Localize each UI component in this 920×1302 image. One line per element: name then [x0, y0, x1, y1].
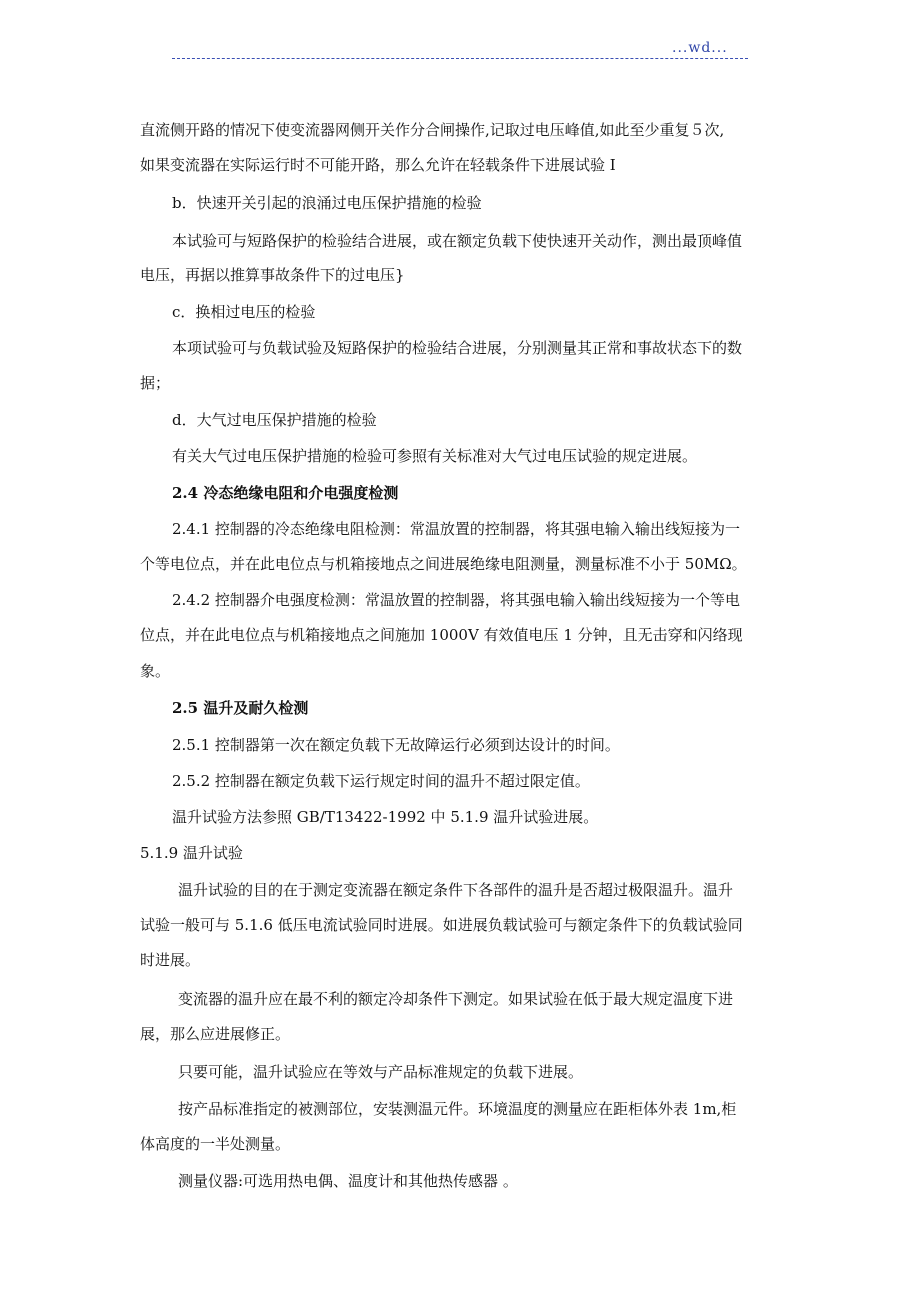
- header-mark: ...wd...: [672, 40, 728, 56]
- text-line: 据；: [140, 374, 171, 392]
- text-line: 直流侧开路的情况下使变流器网侧开关作分合闸操作,记取过电压峰值,如此至少重复５次,: [140, 121, 725, 139]
- text-line: 只要可能，温升试验应在等效与产品标准规定的负载下进展。: [178, 1063, 584, 1081]
- text-line: 2.5.1 控制器第一次在额定负载下无故障运行必须到达设计的时间。: [172, 736, 620, 754]
- header-dashed-line: [172, 58, 748, 59]
- text-line: 温升试验的目的在于测定变流器在额定条件下各部件的温升是否超过极限温升。温升: [178, 881, 734, 899]
- text-line: 象。: [140, 662, 171, 680]
- text-line: 电压，再据以推算事故条件下的过电压}: [140, 266, 405, 284]
- text-line: 如果变流器在实际运行时不可能开路，那么允许在轻载条件下进展试验 I: [140, 156, 616, 174]
- text-line: 有关大气过电压保护措施的检验可参照有关标准对大气过电压试验的规定进展。: [172, 447, 698, 465]
- text-line: 2.4.1 控制器的冷态绝缘电阻检测：常温放置的控制器，将其强电输入输出线短接为一: [172, 520, 740, 538]
- text-line: 本试验可与短路保护的检验结合进展，或在额定负载下使快速开关动作，测出最顶峰值: [172, 232, 743, 250]
- text-line: 5.1.9 温升试验: [140, 844, 243, 862]
- text-line: 温升试验方法参照 GB/T13422-1992 中 5.1.9 温升试验进展。: [172, 808, 599, 826]
- text-line: 本项试验可与负载试验及短路保护的检验结合进展，分别测量其正常和事故状态下的数: [172, 339, 743, 357]
- text-line: 展，那么应进展修正。: [140, 1025, 291, 1043]
- text-line: 2.4.2 控制器介电强度检测：常温放置的控制器，将其强电输入输出线短接为一个等电: [172, 591, 740, 609]
- section-heading: 2.4 冷态绝缘电阻和介电强度检测: [172, 484, 399, 502]
- text-line: 位点，并在此电位点与机箱接地点之间施加 1000V 有效值电压 1 分钟，且无击穿和闪络现: [140, 626, 743, 644]
- text-line: c．换相过电压的检验: [172, 303, 316, 321]
- text-line: d．大气过电压保护措施的检验: [172, 411, 377, 429]
- text-line: b．快速开关引起的浪涌过电压保护措施的检验: [172, 194, 482, 212]
- text-line: 变流器的温升应在最不利的额定冷却条件下测定。如果试验在低于最大规定温度下进: [178, 990, 734, 1008]
- text-line: 按产品标准指定的被测部位，安装测温元件。环境温度的测量应在距柜体外表 1m,柜: [178, 1100, 737, 1118]
- text-line: 2.5.2 控制器在额定负载下运行规定时间的温升不超过限定值。: [172, 772, 590, 790]
- text-line: 个等电位点，并在此电位点与机箱接地点之间进展绝缘电阻测量，测量标准不小于 50MΩ。: [140, 555, 747, 573]
- text-line: 时进展。: [140, 951, 201, 969]
- text-line: 试验一般可与 5.1.6 低压电流试验同时进展。如进展负载试验可与额定条件下的负载试验同: [140, 916, 743, 934]
- text-line: 测量仪器:可选用热电偶、温度计和其他热传感器 。: [178, 1172, 518, 1190]
- section-heading: 2.5 温升及耐久检测: [172, 699, 309, 717]
- text-line: 体高度的一半处测量。: [140, 1135, 291, 1153]
